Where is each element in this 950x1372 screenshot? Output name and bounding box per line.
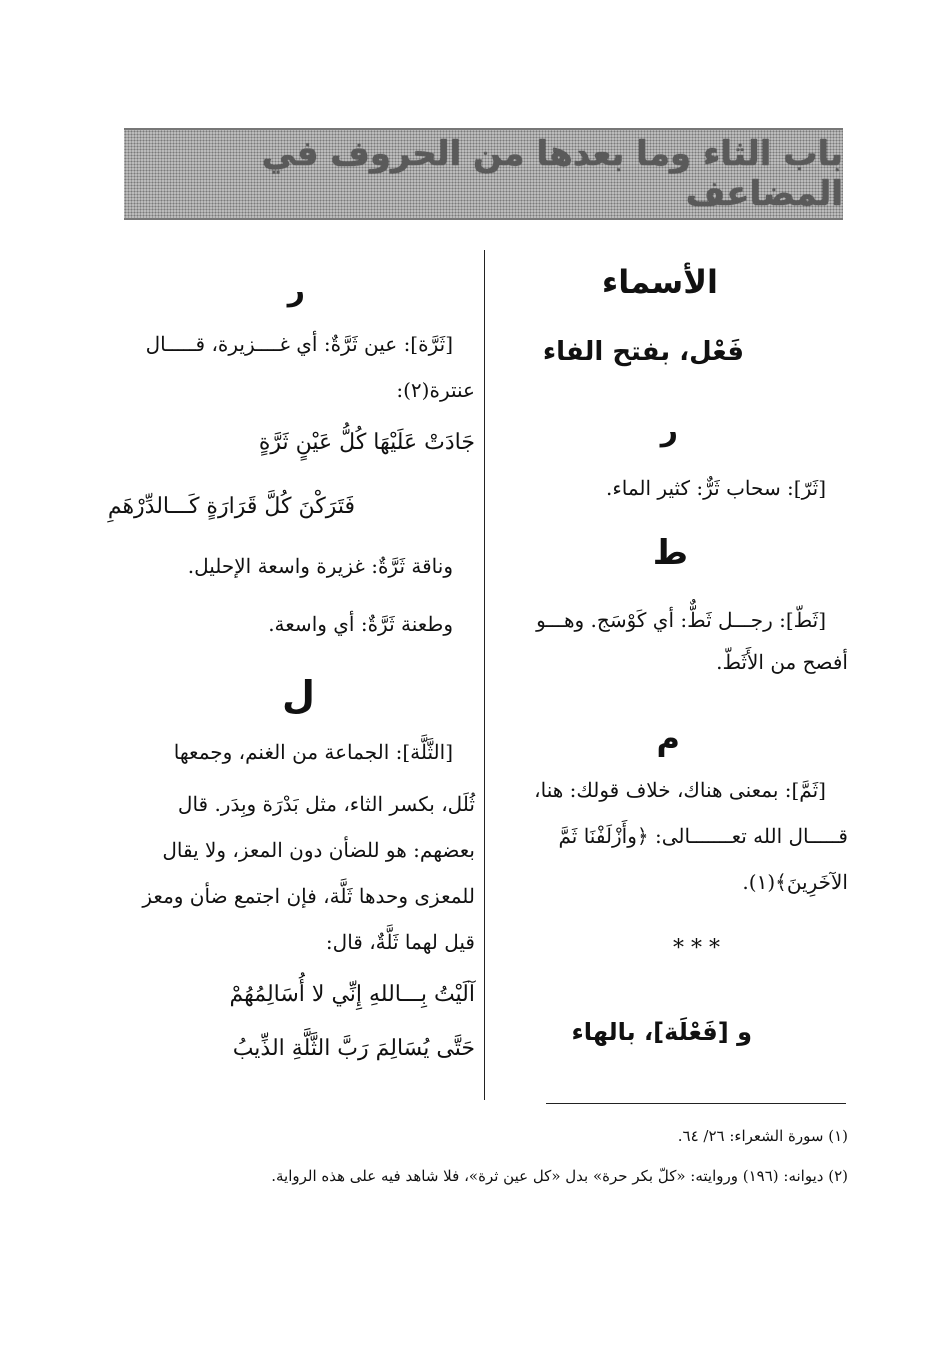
footnote-2: (٢) ديوانه: (١٩٦) وروايته: «كلّ بكر حرة» بدل «كل عين ثرة»، فلا شاهد فيه على هذه الرواية. <box>271 1167 848 1185</box>
footnote-separator <box>546 1103 846 1104</box>
pattern-title: فَعْل، بفتح الفاء <box>542 337 744 367</box>
entry-thamma-line1: [ثَمَّ]: بمعنى هناك، خلاف قولك: هنا، <box>534 778 826 802</box>
entry-thalla-line5: قيل لهما ثَلَّةٌ، قال: <box>325 930 475 954</box>
entry-tharr: [ثَرّ]: سحاب ثَرٌّ: كثير الماء. <box>606 476 826 500</box>
section-title: الأسماء <box>601 263 718 301</box>
letter-heading-t: ط <box>652 533 688 573</box>
poem-antara-hemistich-1: جَادَتْ عَلَيْهَا كُلُّ عَيْنٍ ثَرَّةٍ <box>258 430 475 455</box>
poem-verse-hemistich-2: حَتَّى يُسَالِمَ رَبَّ الثَّلَّةِ الذِّيبُ <box>232 1036 475 1061</box>
chapter-banner <box>124 128 843 220</box>
section-separator-stars: * * * <box>673 936 720 961</box>
line-naqa-tharra: وناقة ثَرَّةٌ: غزيرة واسعة الإحليل. <box>187 554 453 578</box>
poem-antara-hemistich-2: فَتَرَكْنَ كُلَّ قَرَارَةٍ كَـــالدِّرْهَمِ <box>107 494 355 519</box>
entry-thamma-line2: قـــــال الله تعـــــــالى: ﴿وأَزْلَفْنَا ثَمَّ <box>558 824 848 848</box>
entry-tharra-line2: عنترة(٢): <box>396 378 475 402</box>
poem-verse-hemistich-1: آلَيْتُ بِـــاللهِ إِنِّي لا أُسَالِمُهُمْ <box>229 982 475 1007</box>
letter-heading-m: م <box>656 719 680 757</box>
entry-thatt-line2: أفصح من الأَثَطّ. <box>716 650 848 674</box>
entry-thalla-line2: ثُلَل، بكسر الثاء، مثل بَدْرَة وبِدَر. قال <box>177 792 475 816</box>
next-pattern-title: و [فَعْلَة]، بالهاء <box>571 1018 752 1046</box>
letter-heading-r-left: ر <box>287 273 305 308</box>
chapter-title: باب الثاء وما بعدها من الحروف في المضاعف <box>261 134 843 214</box>
letter-heading-r: ر <box>660 413 678 448</box>
footnote-1: (١) سورة الشعراء: ٢٦/ ٦٤. <box>677 1127 848 1145</box>
entry-thalla-line3: بعضهم: هو للضأن دون المعز، ولا يقال <box>162 838 475 862</box>
entry-thalla-line1: [الثَّلَّة]: الجماعة من الغنم، وجمعها <box>173 740 453 764</box>
column-divider <box>484 250 485 1100</box>
entry-thalla-line4: للمعزى وحدها ثَلَّة، فإن اجتمع ضأن ومعز <box>142 884 475 908</box>
entry-thamma-line3: الآخَرِينَ﴾(١). <box>742 870 848 894</box>
entry-thatt-line1: [ثَطّ]: رجـــل ثَطٌّ: أي كَوْسَج. وهـــو <box>536 608 826 632</box>
entry-tharra-line1: [ثَرَّة]: عين ثَرَّةٌ: أي غــــزيرة، قـــــال <box>145 332 453 356</box>
line-taana-tharra: وطعنة ثَرَّةٌ: أي واسعة. <box>268 612 453 636</box>
letter-heading-l: ل <box>282 673 315 717</box>
